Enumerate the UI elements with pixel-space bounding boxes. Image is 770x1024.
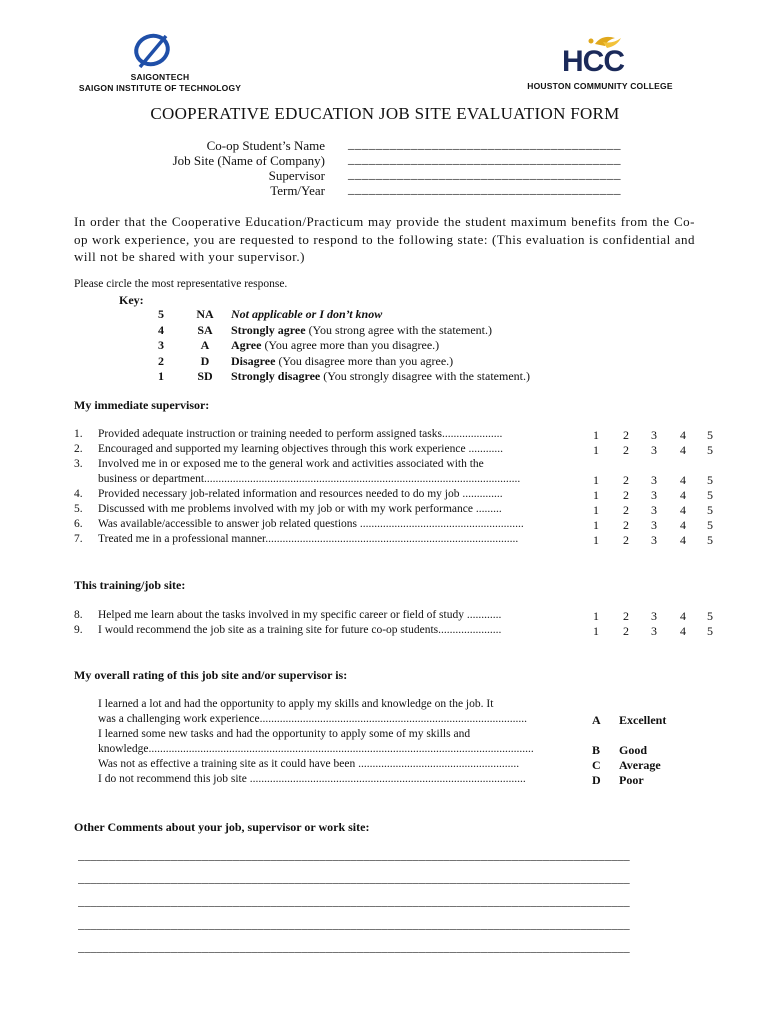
rating-option[interactable]: 3 <box>651 488 657 502</box>
question-text: Provided adequate instruction or training needed to perform assigned tasks..................... <box>98 428 503 440</box>
key-code: A <box>200 338 210 352</box>
rating-option[interactable]: 2 <box>623 488 629 502</box>
hcc-logo-text: HCC <box>562 45 624 78</box>
rating-label[interactable]: Poor <box>619 773 644 787</box>
key-number: 5 <box>158 307 164 321</box>
key-label: Key: <box>119 293 144 307</box>
rating-option[interactable]: 1 <box>593 473 599 487</box>
key-code: D <box>200 353 210 368</box>
rating-option[interactable]: 5 <box>707 473 713 487</box>
rating-letter[interactable]: D <box>592 773 601 787</box>
key-term: Agree <box>231 338 262 352</box>
rating-option-text: I learned a lot and had the opportunity to apply my skills and knowledge on the job. It <box>98 698 494 710</box>
key-term: Disagree <box>231 353 276 368</box>
info-field-label: Co-op Student’s Name <box>206 138 325 153</box>
instruction-text: Please circle the most representative response. <box>74 278 288 290</box>
rating-option[interactable]: 1 <box>593 533 599 547</box>
question-number: 6. <box>74 518 83 530</box>
rating-option[interactable]: 1 <box>593 609 599 623</box>
comment-line[interactable]: _________________________________________________________________________________________ <box>78 940 630 954</box>
question-text: Treated me in a professional manner........................................................................................ <box>98 533 519 545</box>
key-number: 1 <box>158 369 164 383</box>
question-number: 9. <box>74 624 83 636</box>
rating-option[interactable]: 1 <box>593 624 599 638</box>
section-supervisor-heading: My immediate supervisor: <box>74 398 210 412</box>
section-overall-heading: My overall rating of this job site and/or supervisor is: <box>74 668 348 682</box>
question-number: 8. <box>74 609 83 621</box>
rating-option[interactable]: 5 <box>707 624 713 638</box>
key-description <box>231 323 492 338</box>
rating-option[interactable]: 4 <box>680 428 686 442</box>
rating-option[interactable]: 2 <box>623 518 629 532</box>
rating-option[interactable]: 1 <box>593 443 599 457</box>
comments-heading: Other Comments about your job, supervisor or work site: <box>74 820 370 834</box>
rating-option[interactable]: 4 <box>680 473 686 487</box>
info-field-line[interactable]: _______________________________________ <box>348 166 621 181</box>
rating-option[interactable]: 3 <box>651 473 657 487</box>
key-description <box>231 338 439 353</box>
rating-option[interactable]: 5 <box>707 488 713 502</box>
rating-option[interactable]: 4 <box>680 488 686 502</box>
key-code: SD <box>197 369 213 383</box>
hcc-subtitle: HOUSTON COMMUNITY COLLEGE <box>527 81 673 91</box>
info-field-line[interactable]: _______________________________________ <box>348 151 621 166</box>
rating-option[interactable]: 2 <box>623 609 629 623</box>
rating-label[interactable]: Average <box>619 758 661 772</box>
question-number: 4. <box>74 488 83 500</box>
rating-option[interactable]: 2 <box>623 473 629 487</box>
rating-option[interactable]: 3 <box>651 609 657 623</box>
rating-option[interactable]: 5 <box>707 609 713 623</box>
question-text: Provided necessary job-related information and resources needed to do my job .............. <box>98 488 503 500</box>
rating-option[interactable]: 5 <box>707 503 713 517</box>
comment-line[interactable]: _________________________________________________________________________________________ <box>78 871 630 885</box>
rating-option[interactable]: 5 <box>707 518 713 532</box>
rating-option-text: was a challenging work experience............................................................................................. <box>98 713 527 725</box>
rating-option[interactable]: 4 <box>680 518 686 532</box>
rating-option[interactable]: 1 <box>593 518 599 532</box>
key-desc: (You disagree more than you agree.) <box>275 353 454 368</box>
rating-option-text: Was not as effective a training site as it could have been ........................................................ <box>98 758 520 770</box>
key-code: NA <box>196 307 214 321</box>
rating-option[interactable]: 2 <box>623 533 629 547</box>
rating-letter[interactable]: B <box>592 743 601 757</box>
key-term: Strongly agree <box>231 322 306 337</box>
question-text: Encouraged and supported my learning objectives through this work experience ............ <box>98 443 503 455</box>
question-number: 1. <box>74 428 83 440</box>
key-desc: (You strong agree with the statement.) <box>305 322 492 337</box>
key-number: 4 <box>158 322 164 337</box>
rating-letter[interactable]: C <box>592 758 601 772</box>
key-desc: (You agree more than you disagree.) <box>261 338 440 352</box>
key-term: Strongly disagree <box>231 369 321 383</box>
question-number: 7. <box>74 533 83 545</box>
rating-option-text: knowledge...................................................................................................................................... <box>98 743 534 755</box>
page-title: COOPERATIVE EDUCATION JOB SITE EVALUATION FORM <box>150 104 620 123</box>
rating-option[interactable]: 3 <box>651 518 657 532</box>
rating-option[interactable]: 2 <box>623 443 629 457</box>
rating-option[interactable]: 3 <box>651 624 657 638</box>
rating-option[interactable]: 2 <box>623 428 629 442</box>
rating-option[interactable]: 1 <box>593 488 599 502</box>
rating-label[interactable]: Excellent <box>619 713 667 727</box>
rating-option[interactable]: 3 <box>651 428 657 442</box>
rating-option[interactable]: 1 <box>593 428 599 442</box>
rating-option[interactable]: 3 <box>651 443 657 457</box>
question-text: Discussed with me problems involved with my job or with my work performance ......... <box>98 503 502 515</box>
rating-option[interactable]: 2 <box>623 624 629 638</box>
comment-line[interactable]: _________________________________________________________________________________________ <box>78 894 630 908</box>
info-field-line[interactable]: _______________________________________ <box>348 136 621 151</box>
key-desc: (You strongly disagree with the statement.) <box>320 369 530 383</box>
saigontech-logo-icon <box>130 32 180 72</box>
rating-option[interactable]: 3 <box>651 533 657 547</box>
key-number: 2 <box>158 353 164 368</box>
comment-line[interactable]: _________________________________________________________________________________________ <box>78 917 630 931</box>
section-jobsite-heading: This training/job site: <box>74 578 186 592</box>
rating-option-text: I do not recommend this job site ................................................................................................ <box>98 773 526 785</box>
saigontech-subtitle: SAIGON INSTITUTE OF TECHNOLOGY <box>78 83 242 93</box>
rating-letter[interactable]: A <box>592 713 601 727</box>
rating-option[interactable]: 4 <box>680 443 686 457</box>
key-description <box>231 354 453 369</box>
rating-option[interactable]: 5 <box>707 428 713 442</box>
key-number: 3 <box>158 338 164 352</box>
intro-paragraph: In order that the Cooperative Education/Practicum may provide the student maximum benefits from the Co-op work experience, you are requested to respond to the following state: (This evaluation is confidential and will not be shared with your supervisor.) <box>74 214 695 264</box>
info-field-label: Term/Year <box>270 183 325 198</box>
rating-option[interactable]: 3 <box>651 503 657 517</box>
info-field-label: Job Site (Name of Company) <box>172 153 325 168</box>
question-text: Was available/accessible to answer job related questions ......................................................... <box>98 518 524 530</box>
rating-option[interactable]: 4 <box>680 609 686 623</box>
question-text: Involved me in or exposed me to the general work and activities associated with the <box>98 458 484 470</box>
rating-label[interactable]: Good <box>619 743 648 757</box>
rating-option[interactable]: 1 <box>593 503 599 517</box>
info-field-line[interactable]: _______________________________________ <box>348 181 621 196</box>
key-code: SA <box>197 322 213 337</box>
saigontech-name: SAIGONTECH <box>130 72 190 82</box>
rating-option[interactable]: 4 <box>680 503 686 517</box>
key-description <box>231 307 382 322</box>
key-description <box>231 369 530 384</box>
comment-line[interactable]: _________________________________________________________________________________________ <box>78 848 630 862</box>
rating-option[interactable]: 2 <box>623 503 629 517</box>
question-text: I would recommend the job site as a training site for future co-op students...................... <box>98 624 502 636</box>
question-text: Helped me learn about the tasks involved in my specific career or field of study ............ <box>98 609 502 621</box>
rating-option[interactable]: 4 <box>680 533 686 547</box>
info-field-label: Supervisor <box>268 168 325 183</box>
rating-option[interactable]: 4 <box>680 624 686 638</box>
question-text: business or department.............................................................................................................. <box>98 473 521 485</box>
question-number: 2. <box>74 443 83 455</box>
rating-option[interactable]: 5 <box>707 443 713 457</box>
rating-option[interactable]: 5 <box>707 533 713 547</box>
question-number: 3. <box>74 458 83 470</box>
key-term: Not applicable or I don’t know <box>231 307 383 321</box>
rating-option-text: I learned some new tasks and had the opportunity to apply some of my skills and <box>98 728 471 740</box>
question-number: 5. <box>74 503 83 515</box>
